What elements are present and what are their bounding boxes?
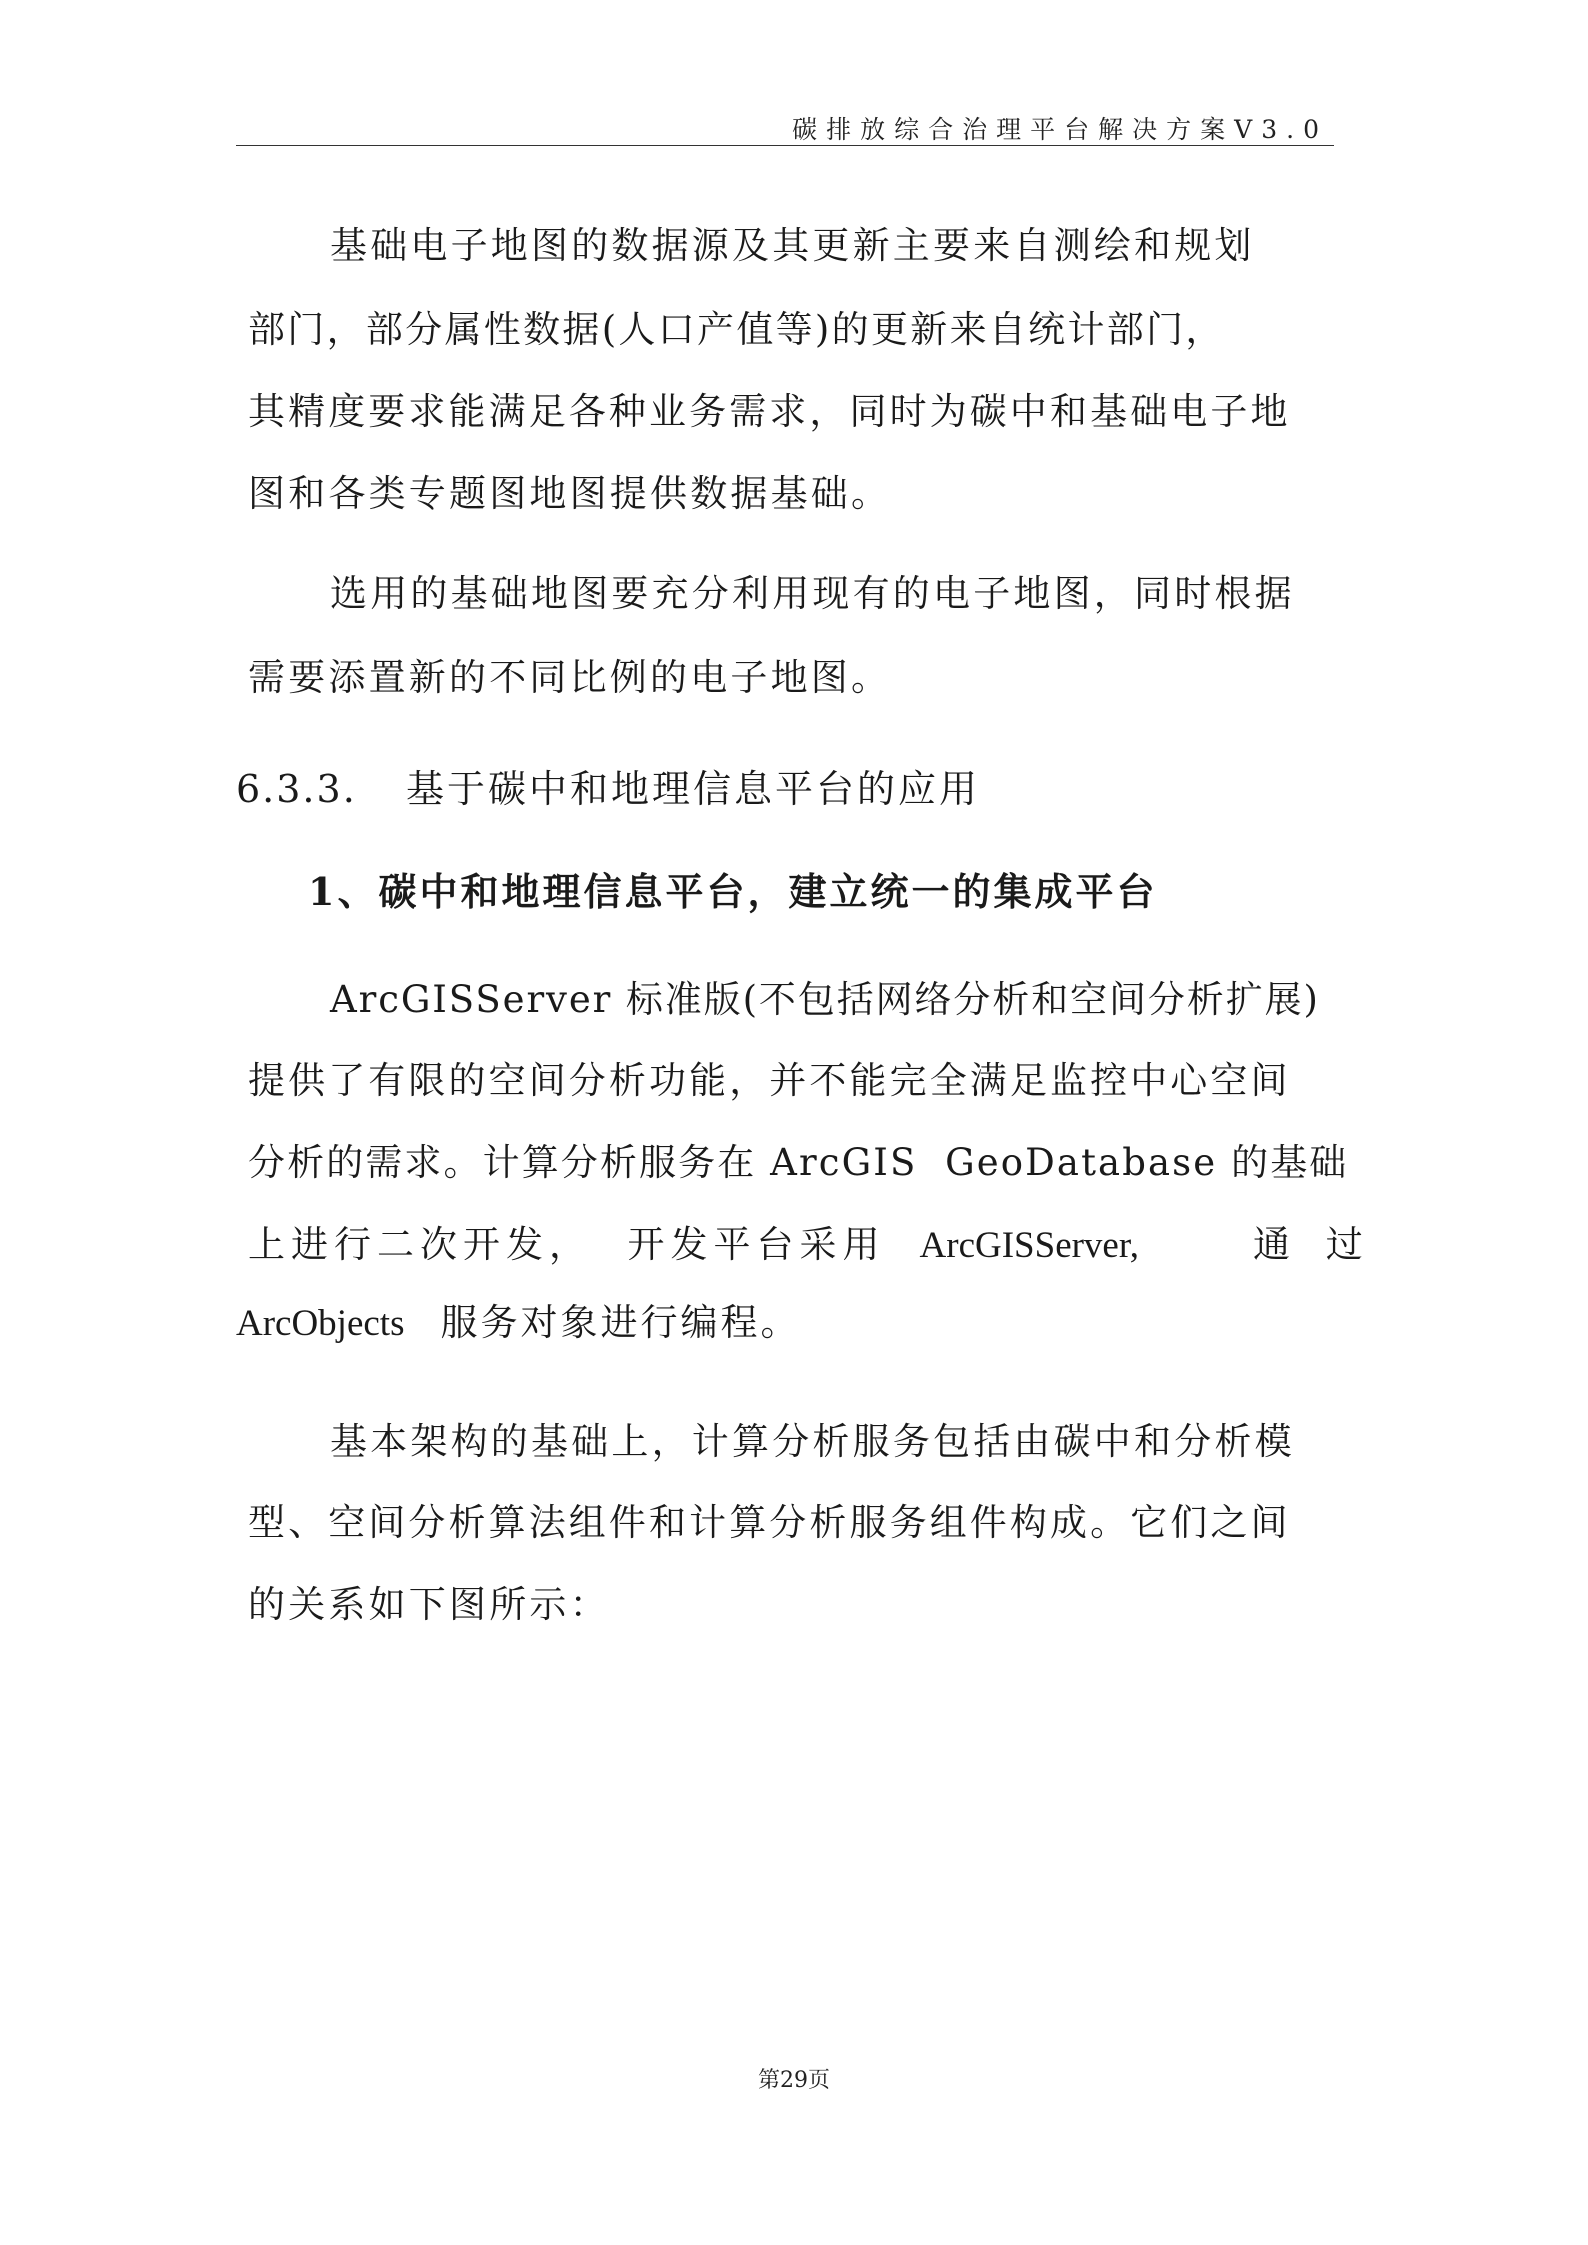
- paragraph-4-line-1: 基本架构的基础上，计算分析服务包括由碳中和分析模: [330, 1420, 1295, 1463]
- section-number: 6.3.3.: [236, 767, 357, 811]
- paragraph-1-line-1: 基础电子地图的数据源及其更新主要来自测绘和规划: [330, 224, 1255, 267]
- paragraph-3-line-5-term: ArcObjects: [236, 1303, 405, 1344]
- paragraph-1-line-4: 图和各类专题图地图提供数据基础。: [248, 472, 892, 515]
- paragraph-1-line-2: 部门，部分属性数据(人口产值等)的更新来自统计部门，: [248, 308, 1225, 351]
- page-header: [236, 108, 1334, 144]
- header-title: 碳排放综合治理平台解决方案V3.0: [792, 115, 1328, 144]
- paragraph-3-line-3: 分析的需求。计算分析服务在 ArcGIS GeoDatabase 的基础: [248, 1141, 1349, 1184]
- paragraph-4-line-3: 的关系如下图所示：: [248, 1583, 610, 1626]
- section-title: 基于碳中和地理信息平台的应用: [406, 767, 981, 811]
- paragraph-3-line-5: [236, 1292, 801, 1346]
- paragraph-3-line-4-term: ArcGISServer,: [919, 1225, 1139, 1266]
- paragraph-2-line-2: 需要添置新的不同比例的电子地图。: [248, 656, 892, 699]
- header-divider: [236, 145, 1334, 146]
- paragraph-2-line-1: 选用的基础地图要充分利用现有的电子地图，同时根据: [330, 572, 1295, 615]
- section-heading: [236, 758, 980, 813]
- page-number: 第29页: [758, 2068, 830, 2093]
- paragraph-3-line-4: [248, 1214, 1375, 1268]
- paragraph-3-line-4-tail: 通 过: [1253, 1223, 1375, 1266]
- subsection-heading: 1、碳中和地理信息平台，建立统一的集成平台: [308, 869, 1158, 914]
- paragraph-3-line-1: ArcGISServer 标准版(不包括网络分析和空间分析扩展): [330, 978, 1320, 1021]
- paragraph-3-line-4-text: 上进行二次开发， 开发平台采用: [248, 1223, 886, 1266]
- paragraph-1-line-3: 其精度要求能满足各种业务需求，同时为碳中和基础电子地: [248, 390, 1291, 433]
- paragraph-3-line-2: 提供了有限的空间分析功能，并不能完全满足监控中心空间: [248, 1059, 1291, 1102]
- paragraph-4-line-2: 型、空间分析算法组件和计算分析服务组件构成。它们之间: [248, 1501, 1291, 1544]
- paragraph-3-line-5-text: 服务对象进行编程。: [440, 1301, 801, 1344]
